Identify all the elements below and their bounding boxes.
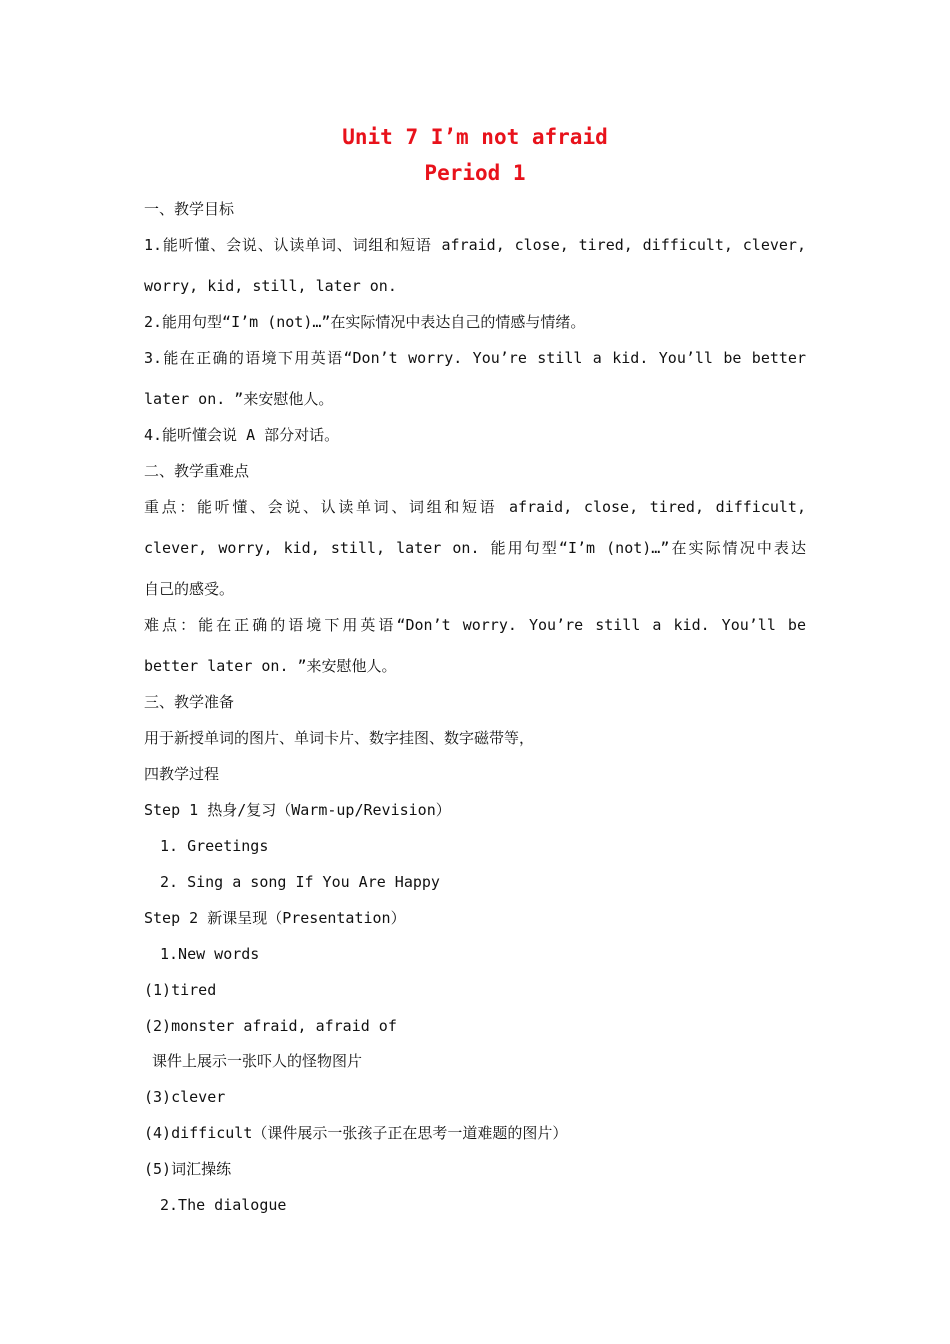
difficult-point-text-continued: better later on. ”来安慰他人。 bbox=[144, 657, 397, 675]
difficult-point-text: 难点：能在正确的语境下用英语“Don’t worry. You’re still a kid. You’ll be bbox=[144, 616, 806, 634]
key-point-text-end: 自己的感受。 bbox=[144, 580, 235, 598]
key-point-text-continued: clever, worry, kid, still, later on. 能用句型“I’m (not)…”在实际情况中表达 bbox=[144, 539, 806, 557]
step-1-item-1: 1. Greetings bbox=[160, 837, 269, 855]
section-heading-process: 四教学过程 bbox=[144, 765, 220, 783]
word-item-4: (4)difficult（课件展示一张孩子正在思考一道难题的图片） bbox=[144, 1124, 568, 1142]
step-2-item-new-words: 1.New words bbox=[160, 945, 260, 963]
step-2-heading: Step 2 新课呈现（Presentation） bbox=[144, 909, 406, 927]
section-heading-key-points: 二、教学重难点 bbox=[144, 462, 250, 480]
key-point-text: 重点：能听懂、会说、认读单词、词组和短语 afraid, close, tired, difficult, bbox=[144, 498, 806, 516]
document-subtitle: Period 1 bbox=[424, 161, 526, 185]
word-item-3: (3)clever bbox=[144, 1088, 226, 1106]
objective-4: 4.能听懂会说 A 部分对话。 bbox=[144, 426, 340, 444]
step-1-item-2: 2. Sing a song If You Are Happy bbox=[160, 873, 440, 891]
word-item-2: (2)monster afraid, afraid of bbox=[144, 1017, 397, 1035]
objective-2: 2.能用句型“I’m (not)…”在实际情况中表达自己的情感与情绪。 bbox=[144, 313, 586, 331]
section-heading-objectives: 一、教学目标 bbox=[144, 200, 235, 218]
objective-3: 3.能在正确的语境下用英语“Don’t worry. You’re still a kid. You’ll be better bbox=[144, 349, 806, 367]
objective-1: 1.能听懂、会说、认读单词、词组和短语 afraid, close, tired, difficult, clever, bbox=[144, 236, 806, 254]
word-item-2-note: 课件上展示一张吓人的怪物图片 bbox=[152, 1052, 363, 1070]
word-item-1: (1)tired bbox=[144, 981, 217, 999]
objective-3-continued: later on. ”来安慰他人。 bbox=[144, 390, 334, 408]
step-2-item-dialogue: 2.The dialogue bbox=[160, 1196, 287, 1214]
preparation-text: 用于新授单词的图片、单词卡片、数字挂图、数字磁带等， bbox=[144, 729, 535, 747]
word-item-5: (5)词汇操练 bbox=[144, 1160, 232, 1178]
objective-1-continued: worry, kid, still, later on. bbox=[144, 277, 397, 295]
document-title: Unit 7 I’m not afraid bbox=[342, 125, 608, 149]
section-heading-preparation: 三、教学准备 bbox=[144, 693, 235, 711]
step-1-heading: Step 1 热身/复习（Warm-up/Revision） bbox=[144, 801, 451, 819]
